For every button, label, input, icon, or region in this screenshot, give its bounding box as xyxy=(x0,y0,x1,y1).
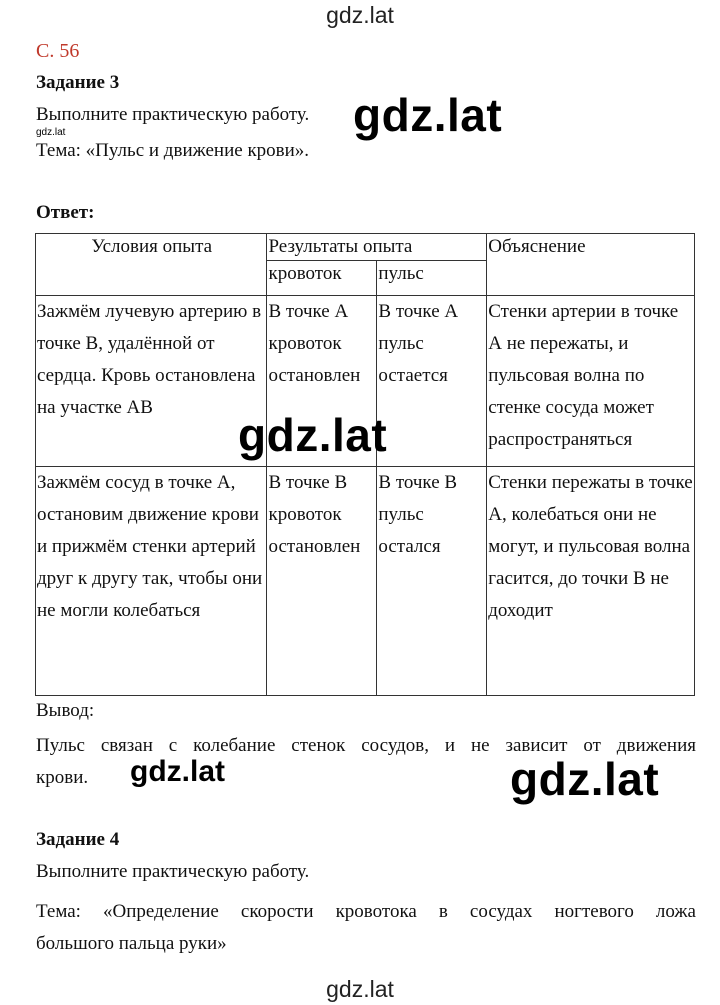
row1-conditions: Зажмём лучевую артерию в точке В, удалённой от сердца. Кровь остановлена на участке АВ xyxy=(36,296,267,467)
task4-instruction: Выполните практическую работу. xyxy=(36,861,310,882)
header-results xyxy=(267,234,487,261)
watermark-top: gdz.lat xyxy=(326,2,394,28)
row1-blood-flow: В точке А кровоток остановлен xyxy=(267,296,377,467)
header-pulse-label: пульс xyxy=(378,263,424,284)
row2-blood-flow: В точке В кровоток остановлен xyxy=(267,467,377,696)
header-blood-flow-label: кровоток xyxy=(268,263,342,284)
task4-topic xyxy=(36,896,696,960)
watermark-big-table: gdz.lat xyxy=(238,409,388,461)
header-pulse xyxy=(377,261,487,296)
row2-explanation: Стенки пережаты в точке А, колебаться они не могут, и пульсовая волна гасится, до точки В не доходит xyxy=(487,467,695,696)
watermark-mid-conclusion: gdz.lat xyxy=(130,755,225,788)
header-conditions xyxy=(36,234,267,296)
header-blood-flow xyxy=(267,261,377,296)
header-results-label: Результаты опыта xyxy=(268,236,413,257)
table-row xyxy=(36,467,695,696)
task4-title: Задание 4 xyxy=(36,829,120,850)
task4-topic-line2: большого пальца руки» xyxy=(36,933,227,954)
conclusion-label: Вывод: xyxy=(36,700,95,721)
watermark-tiny: gdz.lat xyxy=(36,127,66,138)
header-conditions-label: Условия опыта xyxy=(91,236,213,257)
header-explanation xyxy=(487,234,695,296)
table-header-row xyxy=(36,234,695,261)
conclusion-line1: Пульс связан с колебание стенок сосудов, и не зависит от движения xyxy=(36,735,696,756)
watermark-big-task: gdz.lat xyxy=(353,89,503,141)
watermark-bottom: gdz.lat xyxy=(326,976,394,1002)
answer-label: Ответ: xyxy=(36,202,95,223)
task3-title: Задание 3 xyxy=(36,72,120,93)
conclusion-line2: крови. xyxy=(36,767,89,788)
row2-conditions: Зажмём сосуд в точке А, остановим движение крови и прижмём стенки артерий друг к другу так, чтобы они не могли колебаться xyxy=(36,467,267,696)
header-explanation-label: Объяснение xyxy=(488,236,586,257)
task3-topic: Тема: «Пульс и движение крови». xyxy=(36,140,310,161)
task3-instruction: Выполните практическую работу. xyxy=(36,104,310,125)
task4-topic-line1: Тема: «Определение скорости кровотока в сосудах ногтевого ложа xyxy=(36,901,696,922)
results-table xyxy=(35,233,695,696)
row2-pulse: В точке В пульс остался xyxy=(377,467,487,696)
watermark-big-conclusion: gdz.lat xyxy=(510,753,660,805)
row1-explanation: Стенки артерии в точке А не пережаты, и пульсовая волна по стенке сосуда может распространяться xyxy=(487,296,695,467)
row1-pulse: В точке А пульс остается xyxy=(377,296,487,467)
page-reference: С. 56 xyxy=(36,40,80,62)
